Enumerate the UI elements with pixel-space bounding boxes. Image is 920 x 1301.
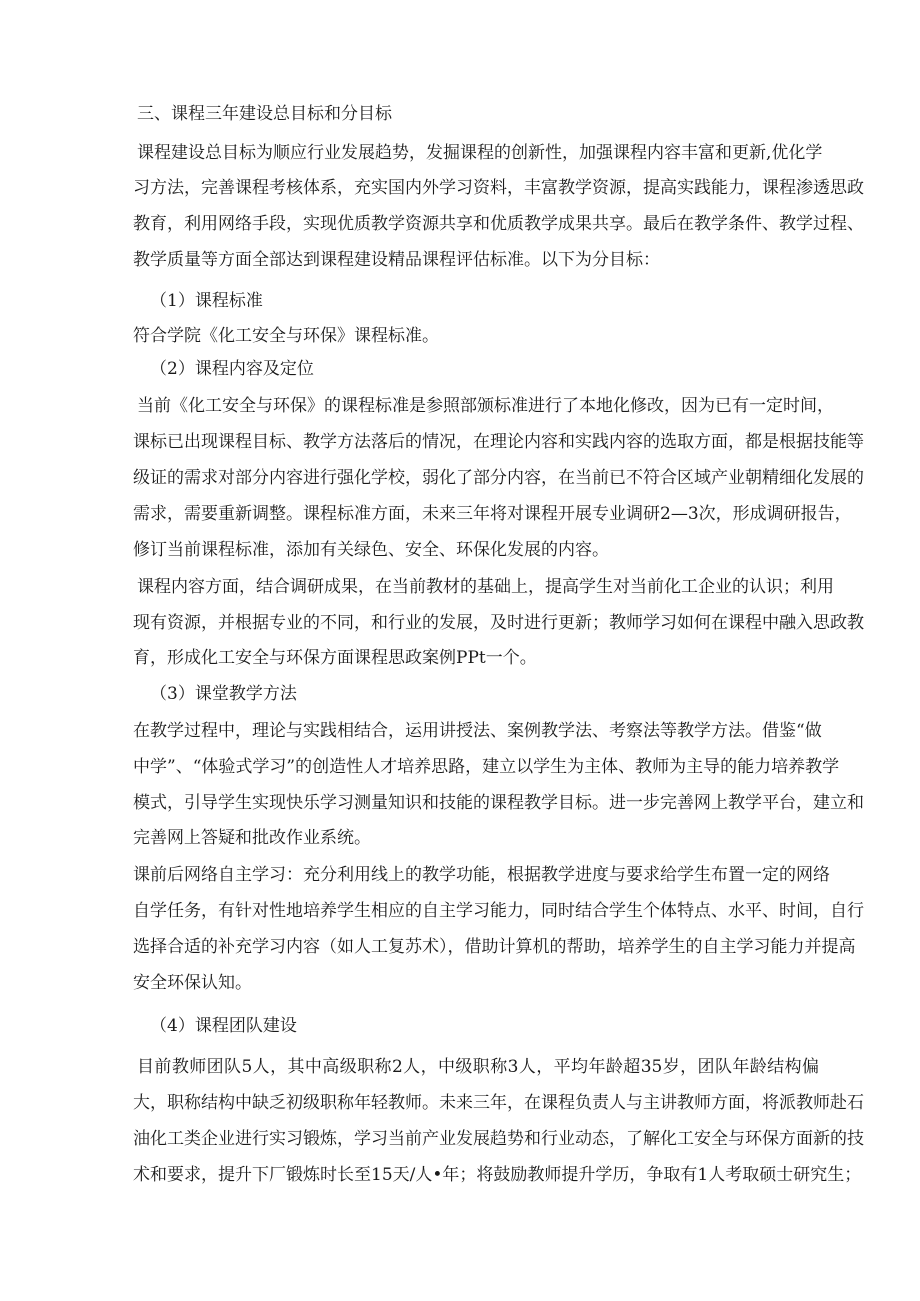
subsection-4-para-1-line-4: 术和要求，提升下厂锻炼时长至15天/人•年；将鼓励教师提升学历，争取有1人考取硕士研究生；: [133, 1165, 862, 1185]
subsection-3-para-2-line-3: 选择合适的补充学习内容（如人工复苏术），借助计算机的帮助，培养学生的自主学习能力并提高: [133, 937, 856, 957]
subsection-3-para-2-line-1: 课前后网络自主学习：充分利用线上的教学功能，根据教学进度与要求给学生布置一定的网络: [133, 865, 830, 885]
subsection-3-para-1-line-2: 中学”、“体验式学习”的创造性人才培养思路，建立以学生为主体、教师为主导的能力培养教学: [133, 757, 840, 777]
subsection-2-para-1-line-2: 课标已出现课程目标、教学方法落后的情况，在理论内容和实践内容的选取方面，都是根据技能等: [133, 432, 864, 452]
subsection-2-title: （2）课程内容及定位: [150, 359, 314, 379]
subsection-3-title: （3）课堂教学方法: [150, 684, 297, 704]
subsection-3-para-1-line-3: 模式，引导学生实现快乐学习测量知识和技能的课程教学目标。进一步完善网上教学平台，建立和: [133, 793, 864, 813]
subsection-2-para-1-line-3: 级证的需求对部分内容进行强化学校，弱化了部分内容，在当前已不符合区域产业朝精细化发展的: [133, 468, 864, 488]
subsection-3-para-2-line-4: 安全环保认知。: [133, 973, 252, 993]
subsection-2-para-2-line-1: 课程内容方面，结合调研成果，在当前教材的基础上，提高学生对当前化工企业的认识；利用: [137, 577, 834, 597]
section-heading: 三、课程三年建设总目标和分目标: [137, 104, 392, 124]
subsection-1-line-1: 符合学院《化工安全与环保》课程标准。: [133, 326, 439, 346]
subsection-2-para-1-line-5: 修订当前课程标准，添加有关绿色、安全、环保化发展的内容。: [133, 540, 609, 560]
subsection-3-para-1-line-4: 完善网上答疑和批改作业系统。: [133, 828, 371, 848]
subsection-1-title: （1）课程标准: [150, 291, 263, 311]
subsection-4-para-1-line-1: 目前教师团队5人，其中高级职称2人，中级职称3人，平均年龄超35岁，团队年龄结构偏: [137, 1057, 819, 1077]
subsection-3-para-1-line-1: 在教学过程中，理论与实践相结合，运用讲授法、案例教学法、考察法等教学方法。借鉴“做: [133, 721, 822, 741]
subsection-2-para-2-line-3: 育，形成化工安全与环保方面课程思政案例PPt一个。: [133, 648, 537, 668]
subsection-3-para-2-line-2: 自学任务，有针对性地培养学生相应的自主学习能力，同时结合学生个体特点、水平、时间，自行: [133, 901, 864, 921]
intro-line-3: 教育，利用网络手段，实现优质教学资源共享和优质教学成果共享。最后在教学条件、教学过程、: [133, 214, 864, 234]
subsection-4-para-1-line-2: 大，职称结构中缺乏初级职称年轻教师。未来三年，在课程负责人与主讲教师方面，将派教师赴石: [133, 1093, 864, 1113]
subsection-2-para-2-line-2: 现有资源，并根据专业的不同，和行业的发展，及时进行更新；教师学习如何在课程中融入思政教: [133, 613, 864, 633]
subsection-4-title: （4）课程团队建设: [150, 1016, 297, 1036]
intro-line-1: 课程建设总目标为顺应行业发展趋势，发掘课程的创新性，加强课程内容丰富和更新,优化学: [137, 143, 823, 163]
subsection-2-para-1-line-4: 需求，需要重新调整。课程标准方面，未来三年将对课程开展专业调研2—3次，形成调研报告，: [133, 504, 852, 524]
subsection-4-para-1-line-3: 油化工类企业进行实习锻炼，学习当前产业发展趋势和行业动态，了解化工安全与环保方面新的技: [133, 1129, 864, 1149]
intro-line-4: 教学质量等方面全部达到课程建设精品课程评估标准。以下为分目标：: [133, 250, 660, 270]
subsection-2-para-1-line-1: 当前《化工安全与环保》的课程标准是参照部颁标准进行了本地化修改，因为已有一定时间，: [137, 396, 834, 416]
intro-line-2: 习方法，完善课程考核体系，充实国内外学习资料，丰富教学资源，提高实践能力，课程渗透思政: [133, 178, 864, 198]
